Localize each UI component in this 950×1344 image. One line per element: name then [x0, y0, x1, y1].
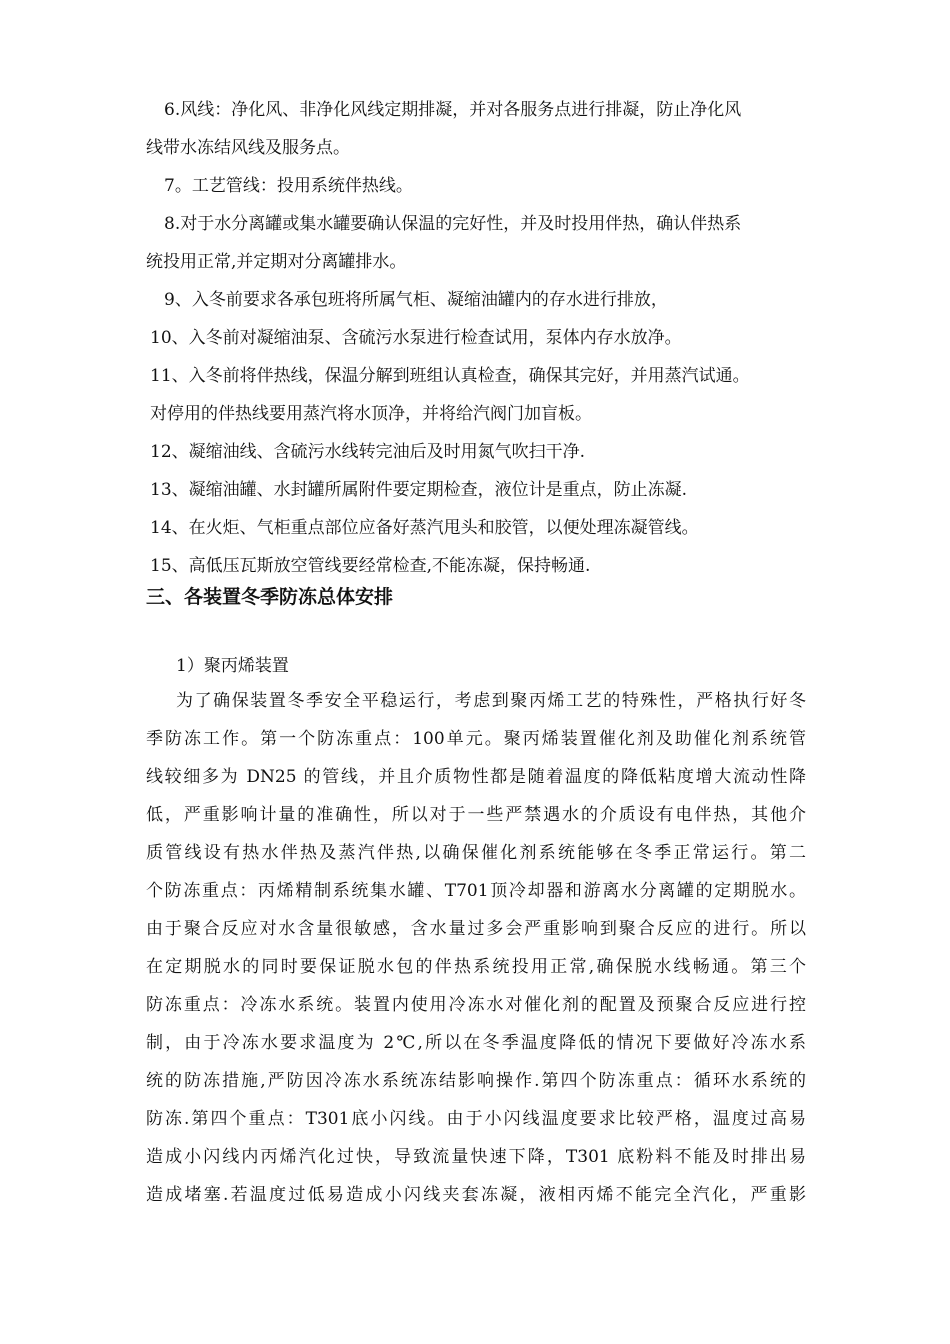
paragraph-line: 质管线设有热水伴热及蒸汽伴热,以确保催化剂系统能够在冬季正常运行。第二 [146, 843, 806, 863]
paragraph-line: 造成小闪线内丙烯汽化过快，导致流量快速下降，T301 底粉料不能及时排出易 [146, 1147, 806, 1167]
list-item-8: 8.对于水分离罐或集水罐要确认保温的完好性，并及时投用伴热，确认伴热系 [164, 214, 742, 234]
paragraph-line: 为了确保装置冬季安全平稳运行，考虑到聚丙烯工艺的特殊性，严格执行好冬 [176, 691, 806, 711]
paragraph-line: 低，严重影响计量的准确性，所以对于一些严禁遇水的介质设有电伴热，其他介 [146, 805, 806, 825]
paragraph-line: 线较细多为 DN25 的管线，并且介质物性都是随着温度的降低粘度增大流动性降 [146, 767, 806, 787]
paragraph-line: 造成堵塞.若温度过低易造成小闪线夹套冻凝，液相丙烯不能完全汽化，严重影 [146, 1185, 806, 1205]
list-item-8-continued: 统投用正常,并定期对分离罐排水。 [146, 252, 407, 272]
list-item-6-continued: 线带水冻结风线及服务点。 [146, 138, 350, 158]
section-heading: 三、各装置冬季防冻总体安排 [146, 586, 394, 608]
paragraph-line: 防冻重点：冷冻水系统。装置内使用冷冻水对催化剂的配置及预聚合反应进行控 [146, 995, 806, 1015]
list-item-12: 12、凝缩油线、含硫污水线转完油后及时用氮气吹扫干净. [150, 442, 586, 462]
paragraph-line: 个防冻重点：丙烯精制系统集水罐、T701顶冷却器和游离水分离罐的定期脱水。 [146, 881, 806, 901]
list-item-14: 14、在火炬、气柜重点部位应备好蒸汽甩头和胶管，以便处理冻凝管线。 [150, 518, 699, 538]
subsection-heading: 1）聚丙烯装置 [176, 656, 289, 676]
list-item-6: 6.风线：净化风、非净化风线定期排凝，并对各服务点进行排凝，防止净化风 [164, 100, 742, 120]
list-item-9: 9、入冬前要求各承包班将所属气柜、凝缩油罐内的存水进行排放， [164, 290, 668, 310]
list-item-13: 13、凝缩油罐、水封罐所属附件要定期检查，液位计是重点，防止冻凝. [150, 480, 688, 500]
list-item-11-continued: 对停用的伴热线要用蒸汽将水顶净，并将给汽阀门加盲板。 [150, 404, 592, 424]
paragraph-line: 由于聚合反应对水含量很敏感，含水量过多会严重影响到聚合反应的进行。所以 [146, 919, 806, 939]
list-item-15: 15、高低压瓦斯放空管线要经常检查,不能冻凝，保持畅通. [150, 556, 591, 576]
list-item-7: 7。工艺管线：投用系统伴热线。 [164, 176, 413, 196]
paragraph-line: 季防冻工作。第一个防冻重点：100单元。聚丙烯装置催化剂及助催化剂系统管 [146, 729, 806, 749]
paragraph-line: 在定期脱水的同时要保证脱水包的伴热系统投用正常,确保脱水线畅通。第三个 [146, 957, 806, 977]
list-item-11: 11、入冬前将伴热线，保温分解到班组认真检查，确保其完好，并用蒸汽试通。 [150, 366, 750, 386]
paragraph-line: 制，由于冷冻水要求温度为 2℃,所以在冬季温度降低的情况下要做好冷冻水系 [146, 1033, 806, 1053]
list-item-10: 10、入冬前对凝缩油泵、含硫污水泵进行检查试用，泵体内存水放净。 [150, 328, 682, 348]
paragraph-line: 统的防冻措施,严防因冷冻水系统冻结影响操作.第四个防冻重点：循环水系统的 [146, 1071, 806, 1091]
paragraph-line: 防冻.第四个重点：T301底小闪线。由于小闪线温度要求比较严格，温度过高易 [146, 1109, 806, 1129]
